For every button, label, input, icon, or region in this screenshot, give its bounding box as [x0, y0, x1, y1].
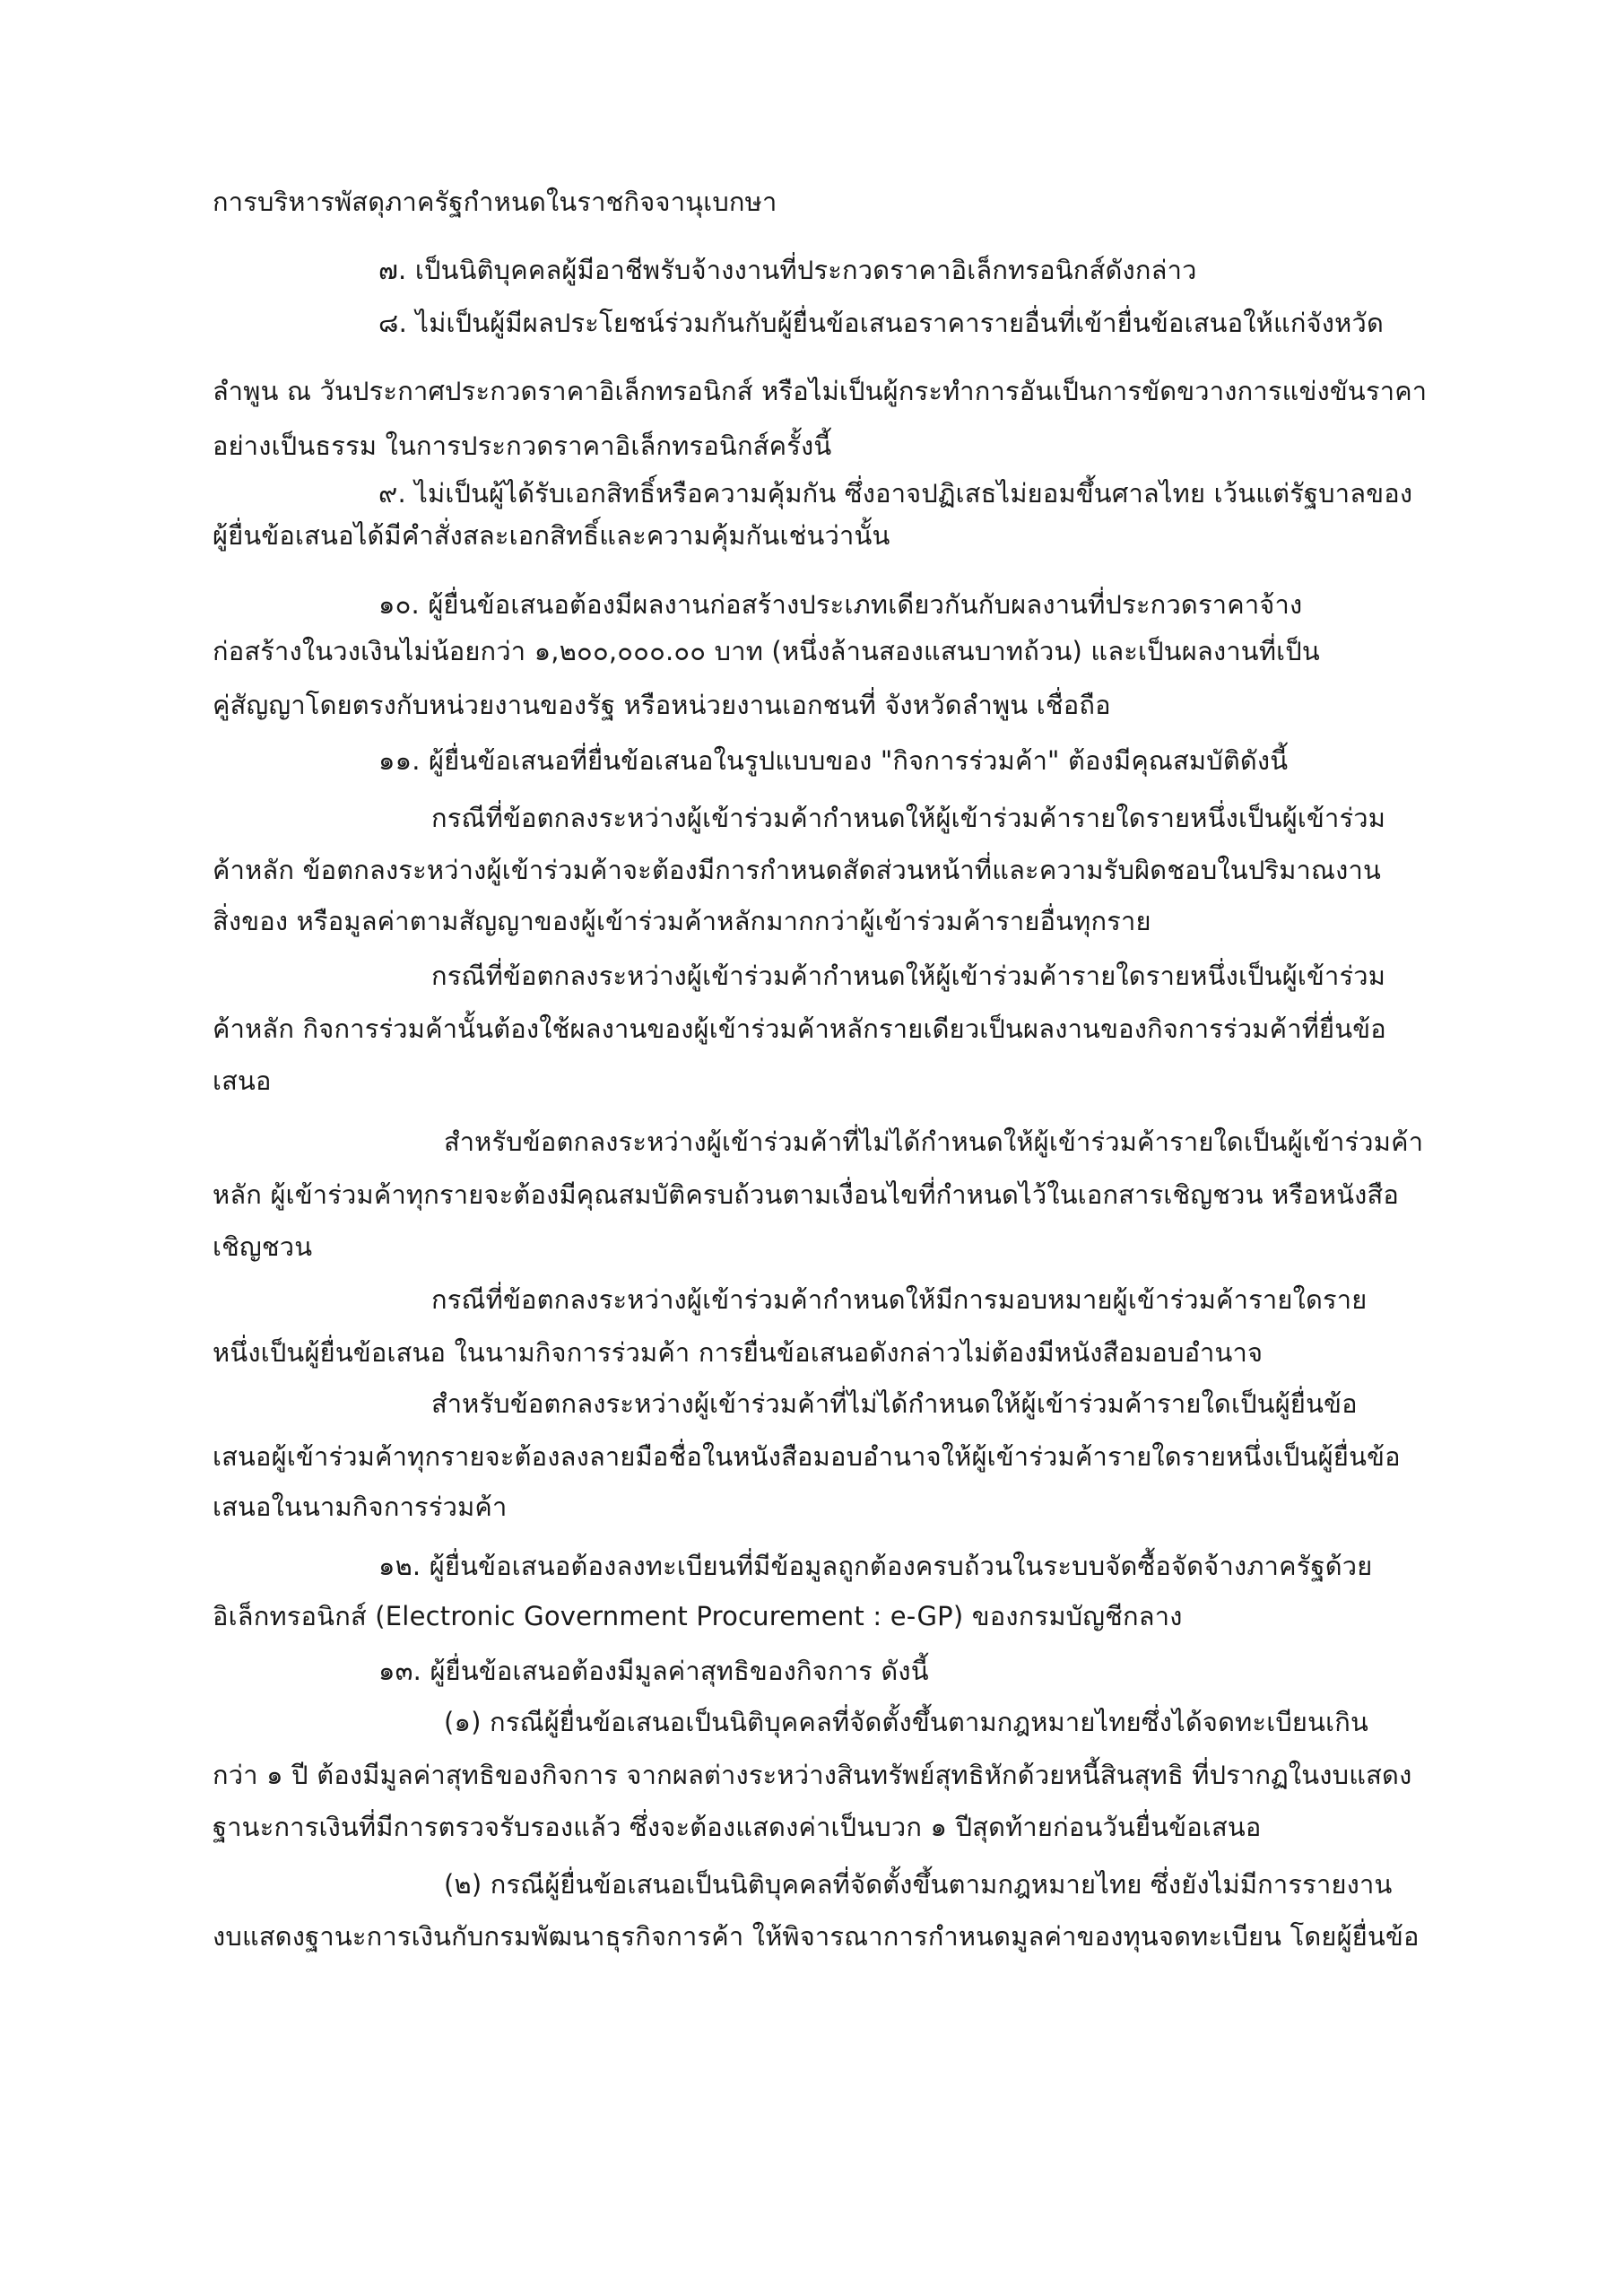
text-line: ๗. เป็นนิติบุคคลผู้มีอาชีพรับจ้างงานที่ประกวดราคาอิเล็กทรอนิกส์ดังกล่าว — [378, 255, 1197, 285]
text-line: สิ่งของ หรือมูลค่าตามสัญญาของผู้เข้าร่วมค้าหลักมากกว่าผู้เข้าร่วมค้ารายอื่นทุกราย — [213, 906, 1151, 936]
text-line: ๑๐. ผู้ยื่นข้อเสนอต้องมีผลงานก่อสร้างประเภทเดียวกันกับผลงานที่ประกวดราคาจ้าง — [378, 589, 1303, 620]
text-line: (๑) กรณีผู้ยื่นข้อเสนอเป็นนิติบุคคลที่จัดตั้งขึ้นตามกฎหมายไทยซึ่งได้จดทะเบียนเกิน — [444, 1707, 1369, 1737]
text-line: การบริหารพัสดุภาครัฐกำหนดในราชกิจจานุเบกษา — [213, 187, 777, 217]
text-line: เสนอผู้เข้าร่วมค้าทุกรายจะต้องลงลายมือชื่อในหนังสือมอบอำนาจให้ผู้เข้าร่วมค้ารายใดรายหนึ่งเป็นผู้ยื่นข้อ — [213, 1441, 1401, 1472]
text-line: เสนอ — [213, 1065, 272, 1096]
text-line: ก่อสร้างในวงเงินไม่น้อยกว่า ๑,๒๐๐,๐๐๐.๐๐ บาท (หนึ่งล้านสองแสนบาทถ้วน) และเป็นผลงานที่เป็น — [213, 636, 1320, 666]
text-line: ๑๓. ผู้ยื่นข้อเสนอต้องมีมูลค่าสุทธิของกิจการ ดังนี้ — [378, 1656, 929, 1686]
text-line: ฐานะการเงินที่มีการตรวจรับรองแล้ว ซึ่งจะต้องแสดงค่าเป็นบวก ๑ ปีสุดท้ายก่อนวันยื่นข้อเสนอ — [213, 1812, 1262, 1842]
text-line: (๒) กรณีผู้ยื่นข้อเสนอเป็นนิติบุคคลที่จัดตั้งขึ้นตามกฎหมายไทย ซึ่งยังไม่มีการรายงาน — [444, 1869, 1393, 1900]
text-line: ๘. ไม่เป็นผู้มีผลประโยชน์ร่วมกันกับผู้ยื่นข้อเสนอราคารายอื่นที่เข้ายื่นข้อเสนอให้แก่จังหวัด — [378, 308, 1384, 338]
text-line: กรณีที่ข้อตกลงระหว่างผู้เข้าร่วมค้ากำหนดให้ผู้เข้าร่วมค้ารายใดรายหนึ่งเป็นผู้เข้าร่วม — [431, 803, 1386, 833]
text-line: ค้าหลัก กิจการร่วมค้านั้นต้องใช้ผลงานของผู้เข้าร่วมค้าหลักรายเดียวเป็นผลงานของกิจการร่วมค้าที่ยื่นข้อ — [213, 1013, 1386, 1044]
text-line: กรณีที่ข้อตกลงระหว่างผู้เข้าร่วมค้ากำหนดให้มีการมอบหมายผู้เข้าร่วมค้ารายใดราย — [431, 1284, 1368, 1315]
text-line: กรณีที่ข้อตกลงระหว่างผู้เข้าร่วมค้ากำหนดให้ผู้เข้าร่วมค้ารายใดรายหนึ่งเป็นผู้เข้าร่วม — [431, 961, 1386, 991]
text-line: สำหรับข้อตกลงระหว่างผู้เข้าร่วมค้าที่ไม่ได้กำหนดให้ผู้เข้าร่วมค้ารายใดเป็นผู้เข้าร่วมค้า — [444, 1126, 1424, 1157]
text-line: สำหรับข้อตกลงระหว่างผู้เข้าร่วมค้าที่ไม่ได้กำหนดให้ผู้เข้าร่วมค้ารายใดเป็นผู้ยื่นข้อ — [431, 1388, 1358, 1419]
text-line: หลัก ผู้เข้าร่วมค้าทุกรายจะต้องมีคุณสมบัติครบถ้วนตามเงื่อนไขที่กำหนดไว้ในเอกสารเชิญชวน หรือหนังสือ — [213, 1179, 1400, 1210]
text-line: เสนอในนามกิจการร่วมค้า — [213, 1492, 508, 1522]
text-line: หนึ่งเป็นผู้ยื่นข้อเสนอ ในนามกิจการร่วมค้า การยื่นข้อเสนอดังกล่าวไม่ต้องมีหนังสือมอบอำนาจ — [213, 1337, 1264, 1368]
text-line: คู่สัญญาโดยตรงกับหน่วยงานของรัฐ หรือหน่วยงานเอกชนที่ จังหวัดลำพูน เชื่อถือ — [213, 690, 1111, 720]
text-line: เชิญชวน — [213, 1231, 313, 1262]
text-line: ผู้ยื่นข้อเสนอได้มีคำสั่งสละเอกสิทธิ์และความคุ้มกันเช่นว่านั้น — [213, 520, 890, 551]
text-line: ลำพูน ณ วันประกาศประกวดราคาอิเล็กทรอนิกส์ หรือไม่เป็นผู้กระทำการอันเป็นการขัดขวางการแข่งขันราคา — [213, 376, 1428, 406]
text-line: อย่างเป็นธรรม ในการประกวดราคาอิเล็กทรอนิกส์ครั้งนี้ — [213, 430, 832, 461]
text-line: ๙. ไม่เป็นผู้ได้รับเอกสิทธิ์หรือความคุ้มกัน ซึ่งอาจปฏิเสธไม่ยอมขึ้นศาลไทย เว้นแต่รัฐบาลของ — [378, 478, 1413, 509]
text-line: ๑๑. ผู้ยื่นข้อเสนอที่ยื่นข้อเสนอในรูปแบบของ "กิจการร่วมค้า" ต้องมีคุณสมบัติดังนี้ — [378, 745, 1289, 776]
text-line: ค้าหลัก ข้อตกลงระหว่างผู้เข้าร่วมค้าจะต้องมีการกำหนดสัดส่วนหน้าที่และความรับผิดชอบในปริมาณงาน — [213, 855, 1381, 885]
text-line: กว่า ๑ ปี ต้องมีมูลค่าสุทธิของกิจการ จากผลต่างระหว่างสินทรัพย์สุทธิหักด้วยหนี้สินสุทธิ ที่ปรากฏในงบแสดง — [213, 1760, 1412, 1790]
text-line: อิเล็กทรอนิกส์ (Electronic Government Procurement : e-GP) ของกรมบัญชีกลาง — [213, 1601, 1183, 1631]
text-line: งบแสดงฐานะการเงินกับกรมพัฒนาธุรกิจการค้า ให้พิจารณาการกำหนดมูลค่าของทุนจดทะเบียน โดยผู้ยื่นข้อ — [213, 1921, 1420, 1952]
text-line: ๑๒. ผู้ยื่นข้อเสนอต้องลงทะเบียนที่มีข้อมูลถูกต้องครบถ้วนในระบบจัดซื้อจัดจ้างภาครัฐด้วย — [378, 1551, 1373, 1581]
